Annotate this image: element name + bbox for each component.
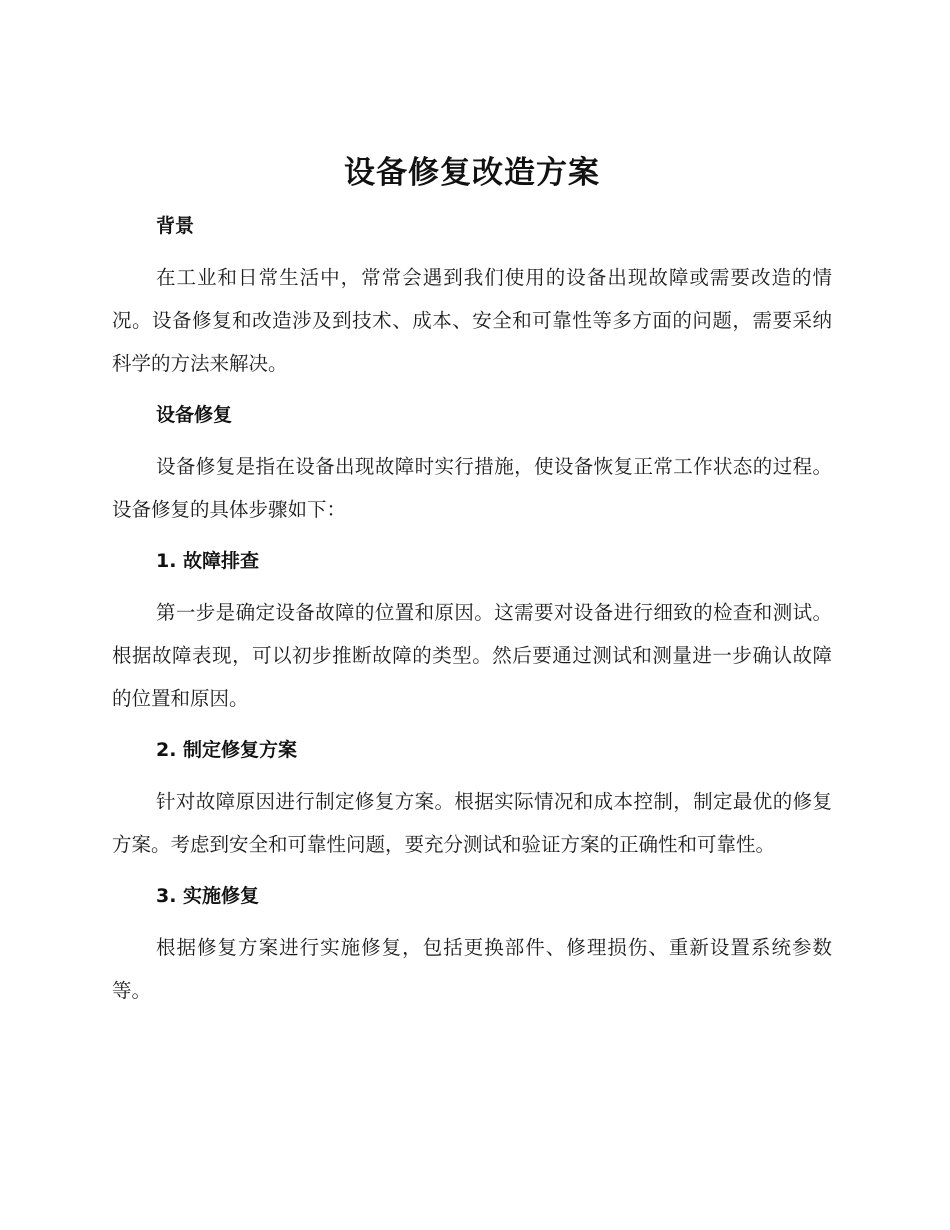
spacer [112,918,832,926]
paragraph-troubleshooting: 第一步是确定设备故障的位置和原因。这需要对设备进行细致的检查和测试。根据故障表现，可以初步推断故障的类型。然后要通过测试和测量进一步确认故障的位置和原因。 [112,601,832,710]
document-body [112,148,832,1012]
spacer [112,720,832,728]
spacer [112,583,832,591]
paragraph-implementation: 根据修复方案进行实施修复，包括更换部件、修理损伤、重新设置系统参数等。 [112,936,832,1002]
page-title: 设备修复改造方案 [344,155,600,191]
paragraph-repair: 设备修复是指在设备出现故障时实行措施，使设备恢复正常工作状态的过程。设备修复的具体步骤如下： [112,455,832,521]
section-heading-troubleshooting: 1. 故障排查 [156,550,260,572]
paragraph-plan: 针对故障原因进行制定修复方案。根据实际情况和成本控制，制定最优的修复方案。考虑到安全和可靠性问题，要充分测试和验证方案的正确性和可靠性。 [112,790,832,856]
section-heading-plan: 2. 制定修复方案 [156,739,298,761]
spacer [112,437,832,445]
spacer [112,531,832,539]
spacer [112,866,832,874]
section-heading-background: 背景 [156,215,195,237]
spacer [112,772,832,780]
section-heading-repair: 设备修复 [156,404,233,426]
paragraph-background: 在工业和日常生活中，常常会遇到我们使用的设备出现故障或需要改造的情况。设备修复和改造涉及到技术、成本、安全和可靠性等多方面的问题，需要采纳科学的方法来解决。 [112,266,832,375]
spacer [112,248,832,256]
spacer [112,385,832,393]
section-heading-implementation: 3. 实施修复 [156,885,260,907]
